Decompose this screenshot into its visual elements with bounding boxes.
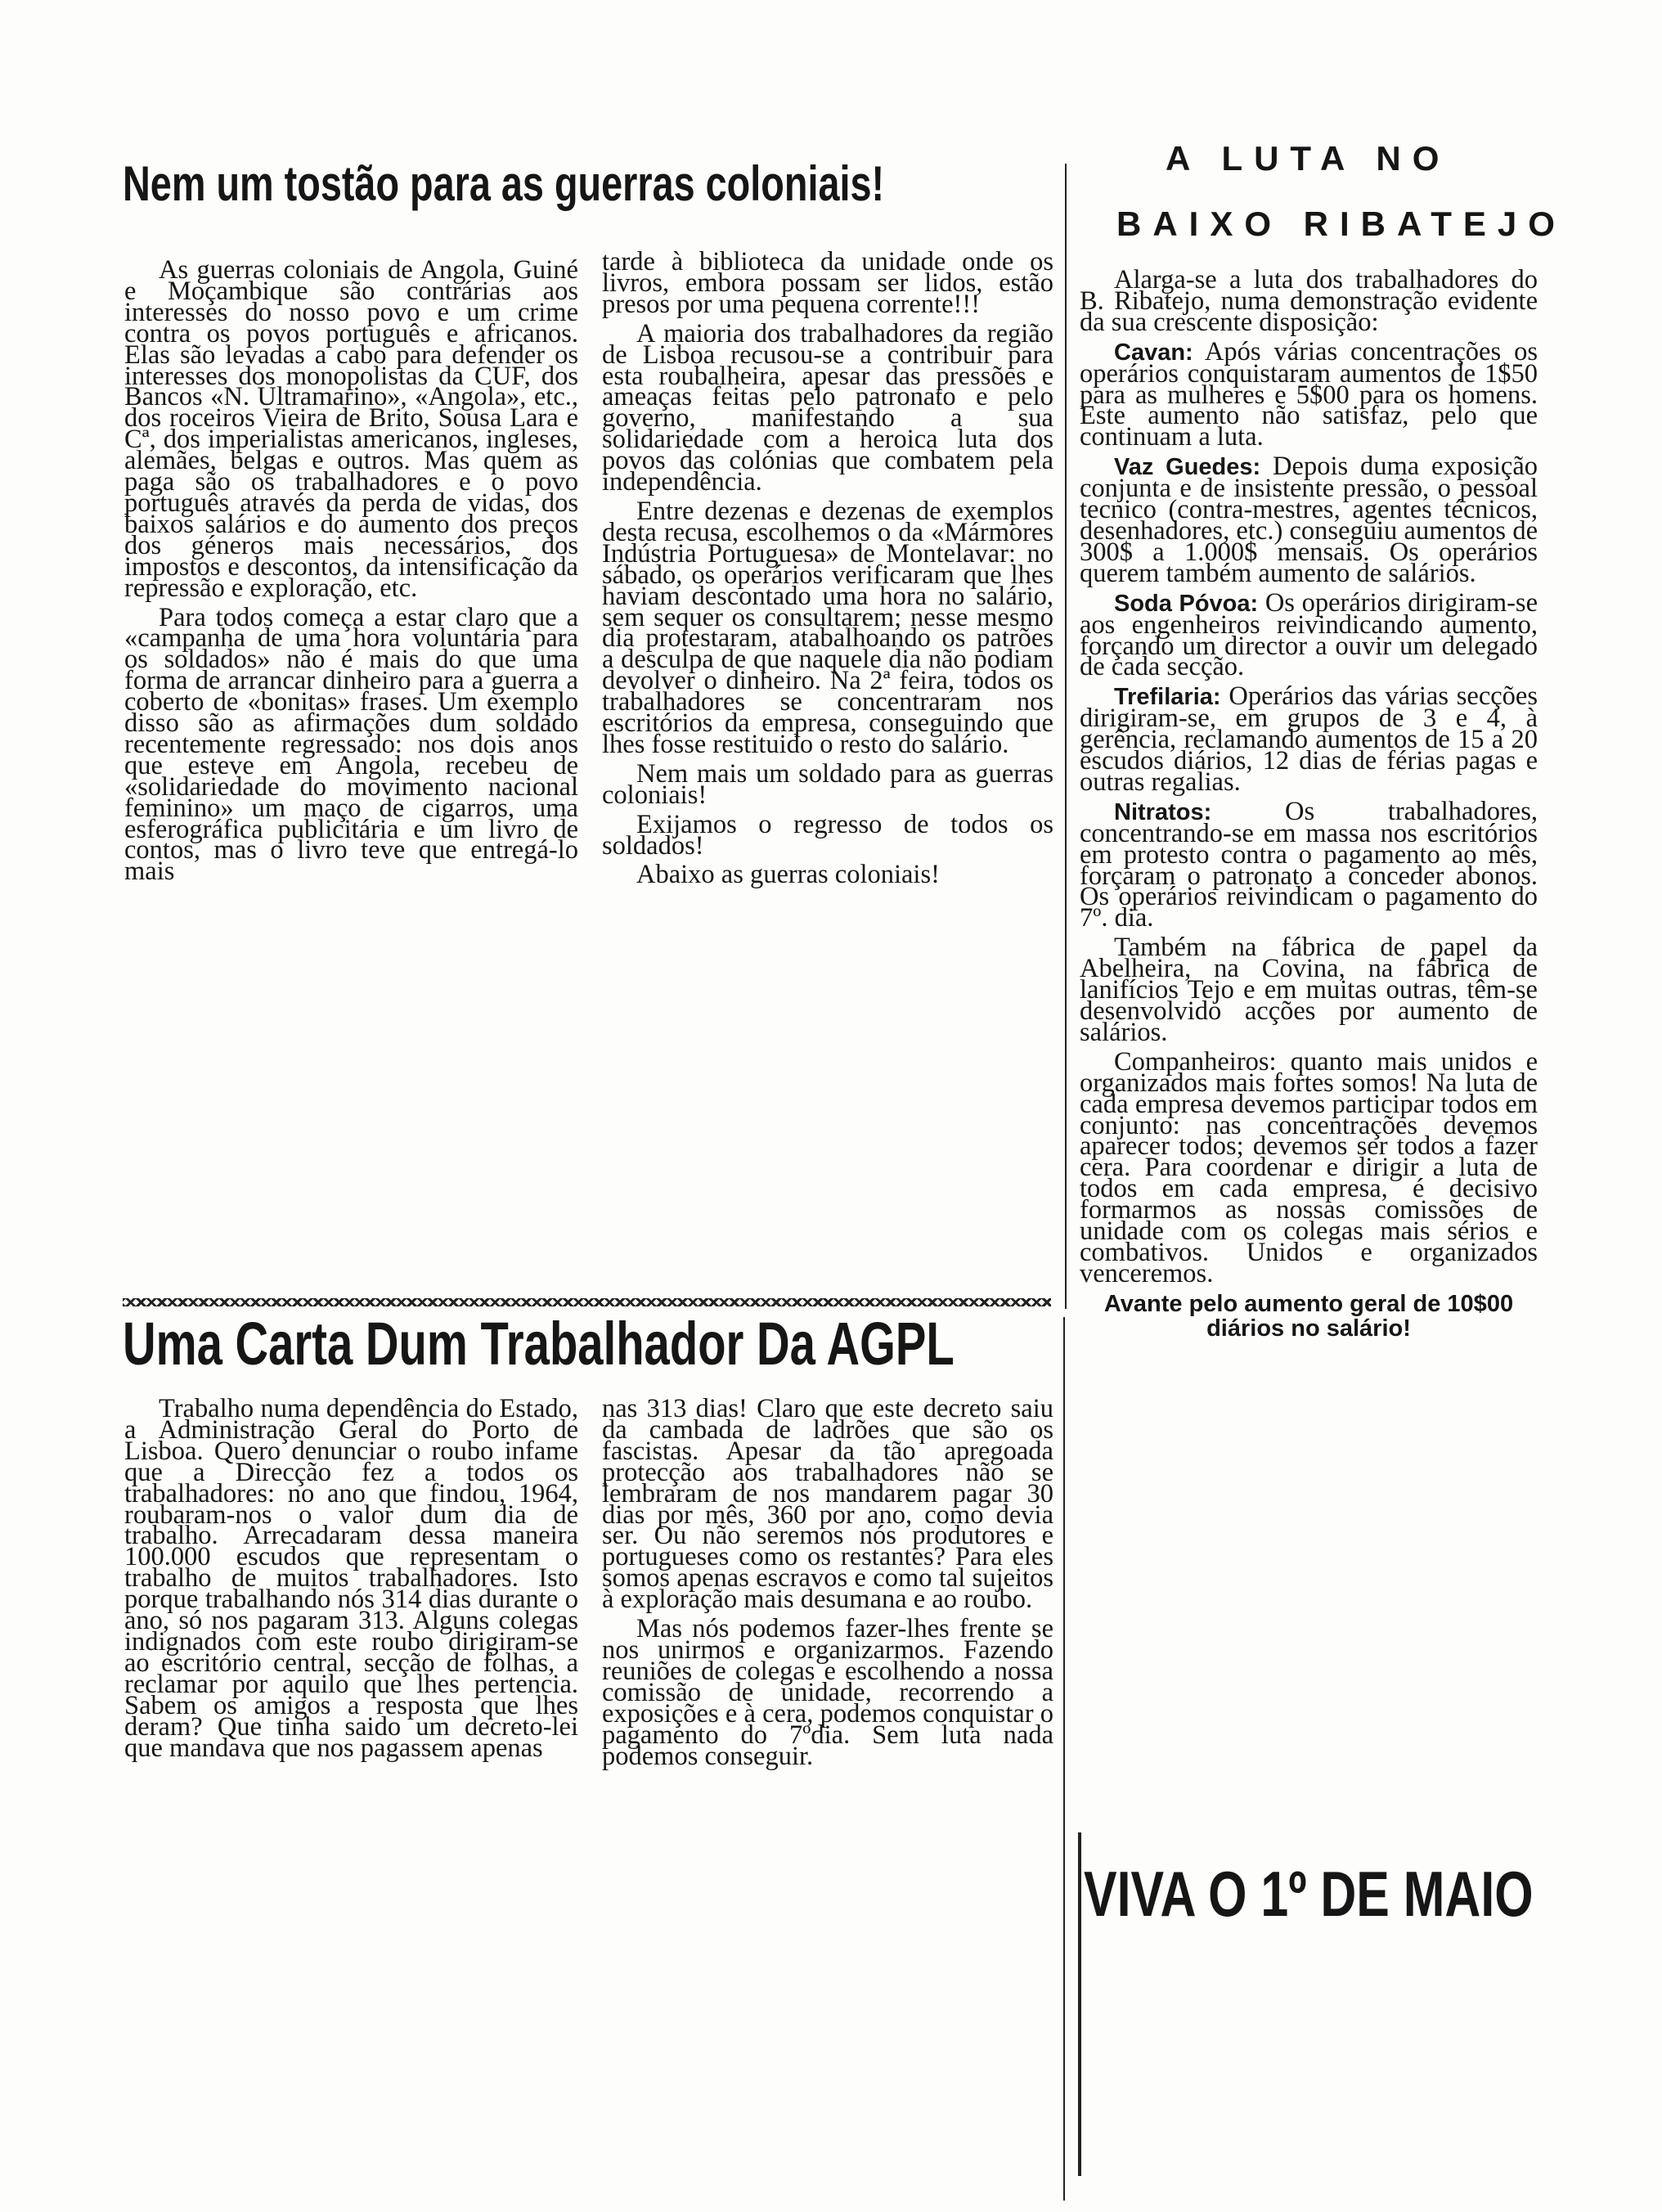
column-rule-thick: [1078, 1832, 1081, 2176]
slogan-avante: Avante pelo aumento geral de 10$00 diários no salário!: [1103, 1290, 1514, 1342]
paragraph: tarde à biblioteca da unidade onde os livros, embora possam ser lidos, estão presos por uma pequena corrente!!!: [602, 247, 1053, 319]
report-soda-povoa: [1080, 587, 1538, 682]
report-text: Depois duma exposição conjunta e de insistente pressão, o pessoal tecnico (contra-mestres, agentes técnicos, desenhadores, etc.) conseguiu aumentos de 300$ a 1.000$ mensais. Os operários querem também aumento de salários.: [1080, 452, 1538, 588]
headline-luta-line1: A LUTA NO: [1166, 139, 1451, 178]
report-text: Operários das várias secções dirigiram-se, em grupos de 3 e 4, à gerência, reclamando aumentos de 15 a 20 escudos diários, 12 dias de férias pagas e outras regalias.: [1080, 681, 1538, 797]
paragraph: Entre dezenas e dezenas de exemplos desta recusa, escolhemos o da «Mármores Indústria Portuguesa» de Montelavar: no sábado, os operários verificaram que lhes haviam descontado uma hora no salário, sem sequer os consultarem; nesse mesmo dia protestaram, atabalhoando os patrões a desculpa de que naquele dia não podiam devolver o dinheiro. Na 2ª feira, todos os trabalhadores se concentraram nos escritórios da empresa, conseguindo que lhes fosse restituido o resto do salário.: [602, 496, 1053, 759]
paragraph: Também na fábrica de papel da Abelheira, na Covina, na fábrica de lanifícios Tejo e em muitas outras, têm-se desenvolvido acções por aumento de salários.: [1080, 933, 1538, 1047]
company-name: Soda Póvoa:: [1114, 590, 1259, 617]
report-text: Após várias concentrações os operários conquistaram aumentos de 1$50 para as mulheres e 5$00 para os homens. Este aumento não satisfaz, pelo que continuam a luta.: [1080, 336, 1538, 452]
paragraph: Trabalho numa dependência do Estado, a Administração Geral do Porto de Lisboa. Quero denunciar o roubo infame que a Direcção fez a todos os trabalhadores: no ano que findou, 1964, roubaram-nos o valor dum dia de trabalho. Arrecadaram dessa maneira 100.000 escudos que representam o trabalho de muitos trabalhadores. Isto porque trabalhando nós 314 dias durante o ano, só nos pagaram 313. Alguns colegas indignados com este roubo dirigiram-se ao escritório central, secção de folhas, a reclamar por aquilo que lhes pertencia. Sabem os amigos a resposta que lhes deram? Que tinha saido um decreto-lei que mandava que nos pagassem apenas: [124, 1394, 578, 1763]
paragraph: As guerras coloniais de Angola, Guiné e Moçambique são contrárias aos interesses do nosso povo e um crime contra os povos português e africanos. Elas são levadas a cabo para defender os interesses dos monopolistas da CUF, dos Bancos «N. Ultramarino», «Angola», etc., dos roceiros Vieira de Brito, Sousa Lara e Cª, dos imperialistas americanos, ingleses, alemães, belgas e outros. Mas quem as paga são os trabalhadores e o povo português através da perda de vidas, dos baixos salários e do aumento dos preços dos géneros mais necessários, dos impostos e descontos, da intensificação da repressão e exploração, etc.: [124, 255, 578, 603]
paragraph: Alarga-se a luta dos trabalhadores do B. Ribatejo, numa demonstração evidente da sua crescente disposição:: [1080, 265, 1538, 337]
report-text: Os trabalhadores, concentrando-se em massa nos escritórios em protesto contra o pagamento ao mês, forçaram o patronato a conceder abonos. Os operários reivindicam o pagamento do 7º. dia.: [1080, 796, 1538, 933]
article2-right-column: [602, 1394, 1053, 1771]
company-name: Vaz Guedes:: [1114, 454, 1261, 481]
paragraph: Para todos começa a estar claro que a «campanha de uma hora voluntária para os soldados» não é mais do que uma forma de arrancar dinheiro para a guerra a coberto de «bonitas» frases. Um exemplo disso são as afirmações dum soldado recentemente regressado: nos dois anos que esteve em Angola, recebeu de «solidariedade do movimento nacional feminino» um maço de cigarros, uma esferográfica publicitária e um livro de contos, mas o livro teve que entregá-lo mais: [124, 602, 578, 887]
headline-nem-um-tostao: Nem um tostão para as guerras coloniais!: [123, 156, 885, 211]
report-vaz-guedes: [1080, 452, 1538, 588]
report-cavan: [1080, 336, 1538, 452]
company-name: Cavan:: [1114, 339, 1193, 366]
paragraph: nas 313 dias! Claro que este decreto saiu da cambada de ladrões que são os fascistas. Apesar da tão apregoada protecção aos trabalhadores não se lembraram de nos mandarem pagar 30 dias por mês, 360 por ano, como devia ser. Ou não seremos nós produtores e portugueses como os restantes? Para eles somos apenas escravos e como tal sujeitos à exploração mais desumana e ao roubo.: [602, 1394, 1053, 1615]
paragraph: A maioria dos trabalhadores da região de Lisboa recusou-se a contribuir para esta roubalheira, apesar das pressões e ameaças feitas pelo patronato e pelo governo, manifestando a sua solidariedade com a heroica luta dos povos das colónias que combatem pela independência.: [602, 318, 1053, 497]
company-name: Nitratos:: [1114, 798, 1212, 825]
article3-column: [1080, 265, 1538, 1342]
article1-left-column: [124, 255, 578, 887]
company-name: Trefilaria:: [1114, 684, 1221, 711]
article2-left-column: [124, 1394, 578, 1763]
column-rule: [1065, 164, 1067, 1309]
headline-luta-line2: BAIXO RIBATEJO: [1116, 205, 1566, 243]
wavy-separator: [123, 1298, 1051, 1306]
paragraph: Mas nós podemos fazer-lhes frente se nos unirmos e organizarmos. Fazendo reuniões de colegas e escolhendo a nossa comissão de unidade, recorrendo a exposições e à cera, podemos conquistar o pagamento do 7ºdia. Sem luta nada podemos conseguir.: [602, 1614, 1053, 1771]
slogan-line: Abaixo as guerras coloniais!: [636, 860, 940, 890]
headline-carta-agpl: Uma Carta Dum Trabalhador Da AGPL: [123, 1310, 955, 1378]
report-nitratos: [1080, 796, 1538, 933]
headline-viva-primeiro-maio: VIVA O 1º DE MAIO: [1084, 1858, 1534, 1930]
article1-right-column: [602, 247, 1053, 890]
report-text: Os operários dirigiram-se aos engenheiros reivindicando aumento, forçando um director a ouvir um delegado de cada secção.: [1080, 587, 1538, 682]
slogan-line: Nem mais um soldado para as guerras coloniais!: [602, 758, 1053, 810]
paragraph: Companheiros: quanto mais unidos e organizados mais fortes somos! Na luta de cada empresa devemos participar todos em conjunto: nas concentrações devemos aparecer todos; devemos ser todos a fazer cera. Para coordenar e dirigir a luta de todos em cada empresa, é decisivo formarmos as nossas comissões de unidade com os colegas mais sérios e combativos. Unidos e organizados venceremos.: [1080, 1046, 1538, 1288]
column-rule: [1063, 1317, 1065, 2201]
slogan-line: Exijamos o regresso de todos os soldados!: [602, 809, 1053, 861]
report-trefilaria: [1080, 681, 1538, 797]
